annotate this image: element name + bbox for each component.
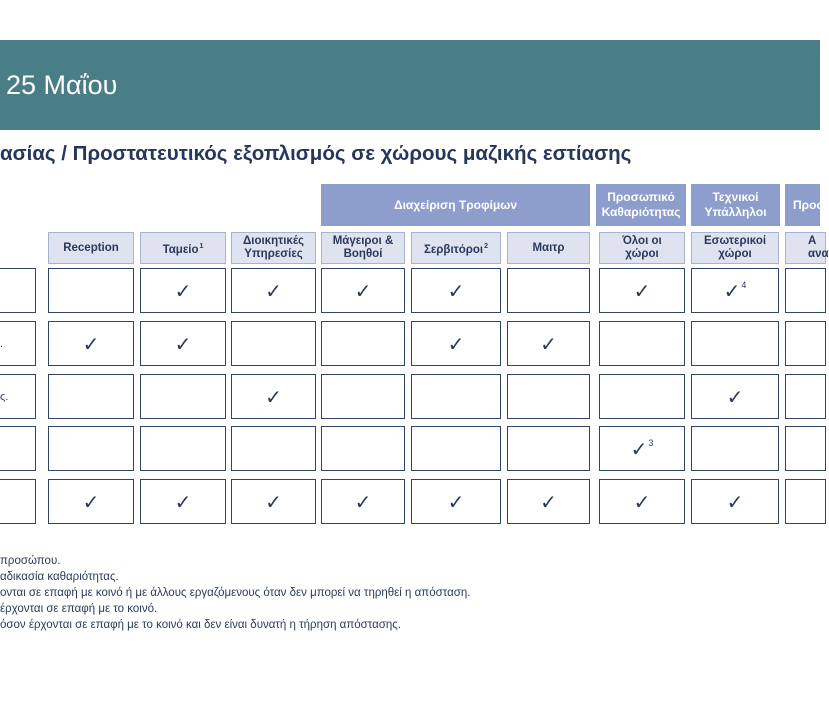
footnote-marker: 4 xyxy=(741,279,747,290)
table-cell xyxy=(321,479,405,524)
check-icon xyxy=(354,278,372,303)
column-header xyxy=(140,232,226,264)
column-header-label: Υπηρεσίες xyxy=(244,248,303,260)
column-header-label: Μαιτρ xyxy=(532,241,565,254)
column-header xyxy=(785,232,829,264)
check-icon xyxy=(447,331,465,356)
footnote-line: ονται σε επαφή με κοινό ή με άλλους εργαζόμενους όταν δεν μπορεί να τηρηθεί η απόσταση. xyxy=(0,587,471,599)
table-cell xyxy=(231,374,316,419)
table-cell xyxy=(411,426,501,471)
column-header-label: Σερβιτόροι xyxy=(423,243,484,256)
table-cell xyxy=(48,268,134,313)
table-cell xyxy=(140,268,226,313)
check-icon xyxy=(174,489,192,514)
table-cell xyxy=(599,374,685,419)
table-cell xyxy=(599,479,685,524)
table-cell xyxy=(599,268,685,313)
check-mark: ✓ xyxy=(265,489,282,514)
title-banner xyxy=(0,40,820,130)
column-header-label: Α xyxy=(808,235,817,247)
column-header-label: Βοηθοί xyxy=(343,248,383,260)
footnote-line: όσον έρχονται σε επαφή με το κοινό και δεν είναι δυνατή η τήρηση απόστασης. xyxy=(0,619,402,631)
table-cell xyxy=(48,426,134,471)
check-icon xyxy=(174,278,192,303)
column-header xyxy=(507,232,590,264)
table-cell xyxy=(231,479,316,524)
table-cell xyxy=(48,321,134,366)
group-header-label: Υπάλληλοι xyxy=(704,205,767,219)
footnote-line: προσώπου. xyxy=(0,555,61,567)
check-mark: ✓ xyxy=(447,331,465,356)
table-cell xyxy=(599,426,685,471)
column-header-label-wrap xyxy=(424,240,488,257)
check-mark: ✓ xyxy=(174,331,192,356)
check-icon xyxy=(265,278,282,303)
footnote-marker: 1 xyxy=(199,242,204,250)
check-icon xyxy=(633,489,651,514)
check-mark: ✓ xyxy=(633,278,651,303)
row-label-box xyxy=(0,321,36,366)
table-cell xyxy=(691,426,779,471)
check-mark: ✓ xyxy=(540,489,557,514)
group-header-food-handling xyxy=(321,184,590,226)
table-cell xyxy=(140,321,226,366)
table-cell xyxy=(231,426,316,471)
column-header xyxy=(411,232,501,264)
check-icon xyxy=(82,331,100,356)
check-mark: ✓ xyxy=(723,278,741,303)
footnote-marker: 3 xyxy=(648,437,654,448)
check-mark: ✓ xyxy=(174,489,192,514)
check-icon xyxy=(265,384,282,409)
table-cell xyxy=(411,479,501,524)
table-cell xyxy=(321,268,405,313)
row-label-box xyxy=(0,268,36,313)
column-header xyxy=(48,232,134,264)
check-icon xyxy=(82,489,100,514)
table-cell xyxy=(507,268,590,313)
check-mark: ✓ xyxy=(354,278,372,303)
column-header xyxy=(231,232,316,264)
column-header-label: χώροι xyxy=(625,248,659,260)
column-header xyxy=(691,232,779,264)
check-icon xyxy=(540,489,557,514)
table-cell xyxy=(691,479,779,524)
table-cell xyxy=(140,426,226,471)
table-cell xyxy=(140,374,226,419)
group-header-label: Προσωπικό xyxy=(607,190,675,204)
table-cell xyxy=(691,374,779,419)
check-mark: ✓ xyxy=(82,489,100,514)
footnote-marker: 2 xyxy=(484,242,489,250)
group-header-cleaning-staff xyxy=(596,184,686,226)
table-cell xyxy=(507,374,590,419)
check-mark: ✓ xyxy=(726,384,744,409)
table-cell xyxy=(321,321,405,366)
table-cell xyxy=(691,321,779,366)
group-header-label: Τεχνικοί xyxy=(712,190,759,204)
table-cell xyxy=(321,426,405,471)
check-icon xyxy=(726,489,744,514)
check-mark: ✓ xyxy=(354,489,372,514)
table-cell xyxy=(785,374,826,419)
table-cell xyxy=(411,268,501,313)
row-label: ς. xyxy=(0,391,9,403)
table-cell xyxy=(140,479,226,524)
check-mark: ✓ xyxy=(540,331,557,356)
table-cell xyxy=(48,479,134,524)
check-mark: ✓ xyxy=(630,436,648,461)
group-header-technical-staff xyxy=(691,184,780,226)
row-label: . xyxy=(0,338,4,350)
table-cell xyxy=(321,374,405,419)
check-mark: ✓ xyxy=(633,489,651,514)
column-header-label-wrap xyxy=(163,240,204,257)
table-cell xyxy=(48,374,134,419)
table-cell xyxy=(785,321,826,366)
check-icon xyxy=(726,384,744,409)
table-cell xyxy=(231,268,316,313)
table-cell xyxy=(411,321,501,366)
banner-title: 25 Μαΐου xyxy=(6,70,118,100)
table-cell xyxy=(691,268,779,313)
row-label-box xyxy=(0,479,36,524)
check-icon xyxy=(540,331,557,356)
check-icon xyxy=(723,278,747,303)
column-header xyxy=(321,232,405,264)
column-header-label: Ταμείο xyxy=(162,243,199,256)
table-cell xyxy=(507,426,590,471)
check-icon xyxy=(174,331,192,356)
check-icon xyxy=(447,489,465,514)
group-header-label: Καθαριότητας xyxy=(601,205,681,219)
column-header-label: ανα xyxy=(808,248,829,260)
table-cell xyxy=(411,374,501,419)
group-header-label: Προσ xyxy=(793,197,825,212)
column-header-label: Εσωτερικοί xyxy=(703,235,767,247)
check-mark: ✓ xyxy=(82,331,100,356)
check-mark: ✓ xyxy=(265,278,282,303)
column-header-label: χώροι xyxy=(718,248,752,260)
check-icon xyxy=(630,436,654,461)
table-cell xyxy=(231,321,316,366)
column-header-label: Όλοι οι xyxy=(622,235,662,247)
column-header-label: Reception xyxy=(63,241,119,254)
table-cell xyxy=(785,479,826,524)
check-mark: ✓ xyxy=(447,489,465,514)
table-cell xyxy=(507,321,590,366)
column-header-label: Μάγειροι & xyxy=(332,235,394,247)
column-header xyxy=(599,232,685,264)
check-icon xyxy=(633,278,651,303)
table-cell xyxy=(507,479,590,524)
footnote-line: έρχονται σε επαφή με το κοινό. xyxy=(0,603,158,615)
group-header-label: Διαχείριση Τροφίμων xyxy=(393,197,518,212)
table-subtitle: ασίας / Προστατευτικός εξοπλισμός σε χώρους μαζικής εστίασης xyxy=(0,142,632,165)
check-icon xyxy=(354,489,372,514)
check-icon xyxy=(447,278,465,303)
table-cell xyxy=(785,268,826,313)
check-mark: ✓ xyxy=(174,278,192,303)
check-mark: ✓ xyxy=(265,384,282,409)
check-mark: ✓ xyxy=(726,489,744,514)
check-icon xyxy=(265,489,282,514)
check-mark: ✓ xyxy=(447,278,465,303)
column-header-label: Διοικητικές xyxy=(242,235,305,247)
table-cell xyxy=(785,426,826,471)
group-header-partial xyxy=(785,184,825,226)
footnote-line: αδικασία καθαριότητας. xyxy=(0,571,119,583)
table-cell xyxy=(599,321,685,366)
row-label-box xyxy=(0,426,36,471)
